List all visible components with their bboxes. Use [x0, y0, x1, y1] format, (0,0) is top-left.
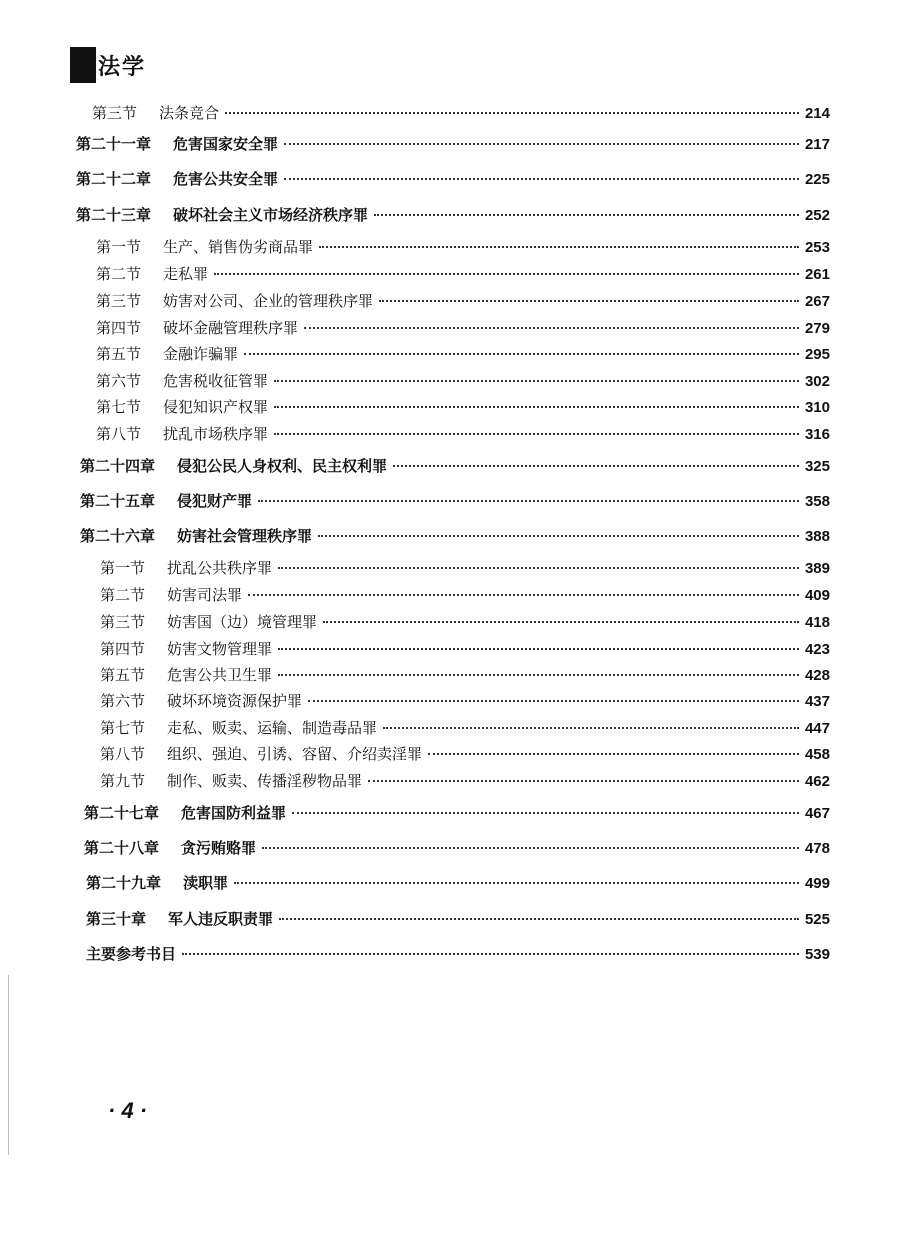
toc-entry-title: 危害税收征管罪	[163, 372, 269, 390]
toc-entry-title: 破坏金融管理秩序罪	[163, 319, 299, 337]
scan-margin-line	[8, 975, 9, 1155]
toc-page-number: 261	[804, 266, 830, 283]
toc-section-row	[96, 370, 830, 391]
toc-leader-dots	[274, 380, 799, 382]
toc-section-row	[96, 290, 830, 311]
toc-chapter-row	[86, 872, 830, 893]
toc-page-number: 214	[804, 105, 830, 122]
toc-page-number: 389	[804, 560, 830, 577]
toc-entry-label: 第二十三章	[76, 206, 152, 224]
toc-page-number: 437	[804, 693, 830, 710]
toc-entry-label: 第二十四章	[80, 457, 156, 475]
toc-chapter-row	[86, 908, 830, 929]
toc-leader-dots	[274, 406, 799, 408]
toc-leader-dots	[262, 847, 799, 849]
toc-page-number: 267	[804, 293, 830, 310]
toc-leader-dots	[214, 273, 799, 275]
toc-chapter-row	[84, 837, 830, 858]
toc-entry-title: 破坏环境资源保护罪	[167, 692, 303, 710]
toc-chapter-row	[80, 490, 830, 511]
toc-page-number: 467	[804, 805, 830, 822]
toc-chapter-row	[80, 455, 830, 476]
toc-leader-dots	[368, 780, 799, 782]
toc-entry-title: 渎职罪	[183, 874, 229, 892]
toc-chapter-row	[84, 802, 830, 823]
toc-entry-title: 危害国家安全罪	[173, 135, 279, 153]
toc-leader-dots	[308, 700, 799, 702]
toc-page-number: 525	[804, 911, 830, 928]
toc-leader-dots	[323, 621, 799, 623]
toc-page-number: 325	[804, 458, 830, 475]
toc-page-number: 302	[804, 373, 830, 390]
toc-chapter-row	[76, 133, 830, 154]
toc-page-number: 428	[804, 667, 830, 684]
toc-leader-dots	[248, 594, 799, 596]
toc-page-number: 388	[804, 528, 830, 545]
running-header	[70, 45, 146, 85]
toc-page-number: 409	[804, 587, 830, 604]
toc-entry-label: 第一节	[96, 238, 142, 256]
toc-entry-label: 第二十七章	[84, 804, 160, 822]
toc-entry-label: 第八节	[96, 425, 142, 443]
toc-entry-title: 侵犯公民人身权利、民主权利罪	[177, 457, 388, 475]
toc-leader-dots	[383, 727, 799, 729]
toc-entry-title: 走私、贩卖、运输、制造毒品罪	[167, 719, 378, 737]
toc-entry-label: 第三节	[92, 104, 138, 122]
toc-entry-label: 第二十二章	[76, 170, 152, 188]
toc-page-number: 478	[804, 840, 830, 857]
toc-entry-label: 第九节	[100, 772, 146, 790]
toc-entry-title: 法条竞合	[159, 104, 220, 122]
toc-leader-dots	[393, 465, 799, 467]
toc-entry-title: 制作、贩卖、传播淫秽物品罪	[167, 772, 363, 790]
toc-chapter-row	[86, 943, 830, 964]
toc-chapter-row	[76, 204, 830, 225]
toc-leader-dots	[225, 112, 799, 114]
toc-leader-dots	[292, 812, 799, 814]
toc-entry-label: 第三节	[96, 292, 142, 310]
toc-page-number: 458	[804, 746, 830, 763]
toc-entry-label: 第二十八章	[84, 839, 160, 857]
toc-section-row	[100, 638, 830, 659]
toc-page-number: 418	[804, 614, 830, 631]
toc-section-row	[100, 690, 830, 711]
toc-entry-title: 主要参考书目	[86, 945, 177, 963]
toc-page-number: 217	[804, 136, 830, 153]
toc-section-row	[96, 236, 830, 257]
toc-entry-label: 第二十六章	[80, 527, 156, 545]
page-number: · 4 ·	[108, 1098, 148, 1123]
toc-entry-title: 扰乱公共秩序罪	[167, 559, 273, 577]
toc-leader-dots	[244, 353, 799, 355]
toc-page-number: 279	[804, 320, 830, 337]
toc-leader-dots	[258, 500, 799, 502]
toc-entry-label: 第四节	[100, 640, 146, 658]
toc-entry-label: 第二节	[96, 265, 142, 283]
toc-leader-dots	[304, 327, 799, 329]
toc-page-number: 423	[804, 641, 830, 658]
toc-leader-dots	[274, 433, 799, 435]
toc-entry-title: 危害公共安全罪	[173, 170, 279, 188]
toc-entry-label: 第二十五章	[80, 492, 156, 510]
toc-entry-title: 军人违反职责罪	[168, 910, 274, 928]
toc-entry-label: 第八节	[100, 745, 146, 763]
toc-leader-dots	[279, 918, 799, 920]
toc-chapter-row	[76, 168, 830, 189]
toc-section-row	[100, 557, 830, 578]
toc-entry-label: 第六节	[100, 692, 146, 710]
toc-entry-label: 第七节	[96, 398, 142, 416]
header-black-block	[70, 47, 96, 83]
toc-leader-dots	[319, 246, 799, 248]
toc-entry-title: 破坏社会主义市场经济秩序罪	[173, 206, 369, 224]
toc-leader-dots	[428, 753, 799, 755]
toc-page-number: 310	[804, 399, 830, 416]
toc-entry-title: 妨害国（边）境管理罪	[167, 613, 318, 631]
toc-leader-dots	[284, 178, 799, 180]
toc-entry-title: 侵犯知识产权罪	[163, 398, 269, 416]
toc-entry-title: 妨害对公司、企业的管理秩序罪	[163, 292, 374, 310]
toc-leader-dots	[318, 535, 799, 537]
toc-entry-label: 第四节	[96, 319, 142, 337]
toc-entry-label: 第五节	[96, 345, 142, 363]
toc-leader-dots	[278, 567, 799, 569]
toc-entry-title: 妨害社会管理秩序罪	[177, 527, 313, 545]
toc-section-row	[96, 396, 830, 417]
toc-entry-label: 第六节	[96, 372, 142, 390]
toc-leader-dots	[278, 674, 799, 676]
toc-leader-dots	[278, 648, 799, 650]
toc-entry-title: 生产、销售伪劣商品罪	[163, 238, 314, 256]
toc-section-row	[96, 263, 830, 284]
toc-entry-label: 第五节	[100, 666, 146, 684]
toc-entry-title: 扰乱市场秩序罪	[163, 425, 269, 443]
toc-leader-dots	[234, 882, 799, 884]
toc-entry-label: 第一节	[100, 559, 146, 577]
toc-section-row	[96, 423, 830, 444]
toc-leader-dots	[379, 300, 799, 302]
toc-section-row	[96, 317, 830, 338]
toc-entry-title: 危害公共卫生罪	[167, 666, 273, 684]
toc-entry-title: 贪污贿赂罪	[181, 839, 257, 857]
toc-section-row	[100, 584, 830, 605]
toc-entry-title: 危害国防利益罪	[181, 804, 287, 822]
toc-page-number: 539	[804, 946, 830, 963]
toc-section-row	[92, 102, 830, 123]
toc-page-number: 462	[804, 773, 830, 790]
toc-leader-dots	[374, 214, 799, 216]
toc-entry-title: 妨害司法罪	[167, 586, 243, 604]
toc-entry-label: 第三十章	[86, 910, 147, 928]
toc-page-number: 316	[804, 426, 830, 443]
toc-page-number: 447	[804, 720, 830, 737]
toc-entry-title: 走私罪	[163, 265, 209, 283]
toc-section-row	[100, 664, 830, 685]
toc-section-row	[100, 611, 830, 632]
toc-page-number: 295	[804, 346, 830, 363]
toc-page-number: 252	[804, 207, 830, 224]
toc-entry-title: 金融诈骗罪	[163, 345, 239, 363]
toc-leader-dots	[182, 953, 799, 955]
toc-page-number: 358	[804, 493, 830, 510]
toc-entry-label: 第七节	[100, 719, 146, 737]
toc-entry-label: 第二十一章	[76, 135, 152, 153]
toc-entry-label: 第三节	[100, 613, 146, 631]
toc-page-number: 225	[804, 171, 830, 188]
toc-entry-title: 组织、强迫、引诱、容留、介绍卖淫罪	[167, 745, 423, 763]
toc-section-row	[100, 717, 830, 738]
toc-section-row	[100, 743, 830, 764]
toc-page-number: 499	[804, 875, 830, 892]
toc-leader-dots	[284, 143, 799, 145]
toc-entry-title: 侵犯财产罪	[177, 492, 253, 510]
toc-entry-label: 第二节	[100, 586, 146, 604]
header-title: 法学	[98, 53, 147, 80]
toc-entry-title: 妨害文物管理罪	[167, 640, 273, 658]
toc-chapter-row	[80, 525, 830, 546]
toc-section-row	[100, 770, 830, 791]
toc-page-number: 253	[804, 239, 830, 256]
toc-section-row	[96, 343, 830, 364]
toc-entry-label: 第二十九章	[86, 874, 162, 892]
